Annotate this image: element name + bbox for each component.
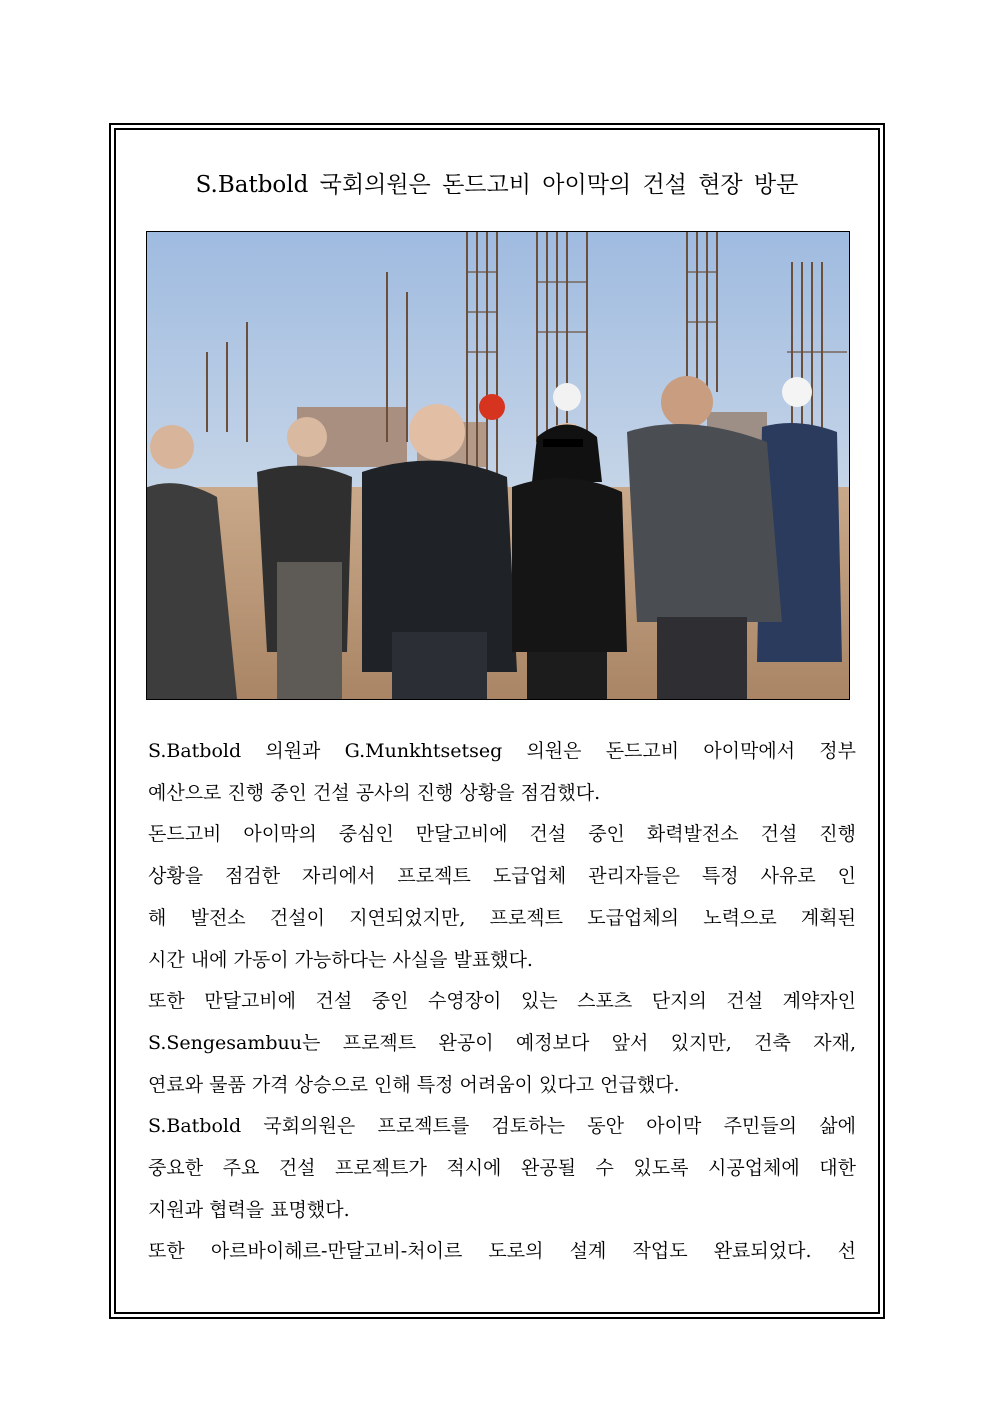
body-line: S.Batbold 국회의원은 프로젝트를 검토하는 동안 아이막 주민들의 삶에 [148, 1115, 856, 1138]
body-line: S.Sengesambuu는 프로젝트 완공이 예정보다 앞서 있지만, 건축 자재, [148, 1031, 856, 1054]
body-line: 지원과 협력을 표명했다. [148, 1198, 350, 1221]
body-line: 또한 만달고비에 건설 중인 수영장이 있는 스포츠 단지의 건설 계약자인 [148, 990, 856, 1013]
page-border-inner [114, 128, 880, 1314]
body-line: 중요한 주요 건설 프로젝트가 적시에 완공될 수 있도록 시공업체에 대한 [148, 1157, 856, 1180]
body-line: 해 발전소 건설이 지연되었지만, 프로젝트 도급업체의 노력으로 계획된 [148, 906, 856, 929]
body-line: 시간 내에 가동이 가능하다는 사실을 발표했다. [148, 948, 533, 971]
article-body [148, 731, 856, 1273]
body-line: 연료와 물품 가격 상승으로 인해 특정 어려움이 있다고 언급했다. [148, 1073, 680, 1096]
body-line: S.Batbold 의원과 G.Munkhtsetseg 의원은 돈드고비 아이막에서 정부 [148, 740, 856, 762]
article-title: S.Batbold 국회의원은 돈드고비 아이막의 건설 현장 방문 [195, 172, 799, 198]
body-line: 예산으로 진행 중인 건설 공사의 진행 상황을 점검했다. [148, 781, 601, 804]
body-line: 돈드고비 아이막의 중심인 만달고비에 건설 중인 화력발전소 건설 진행 [148, 823, 856, 846]
construction-site-photo [146, 231, 850, 700]
body-line: 또한 아르바이헤르-만달고비-처이르 도로의 설계 작업도 완료되었다. 선 [148, 1240, 856, 1263]
page-border-outer [109, 123, 885, 1319]
body-line: 상황을 점검한 자리에서 프로젝트 도급업체 관리자들은 특정 사유로 인 [148, 865, 856, 888]
